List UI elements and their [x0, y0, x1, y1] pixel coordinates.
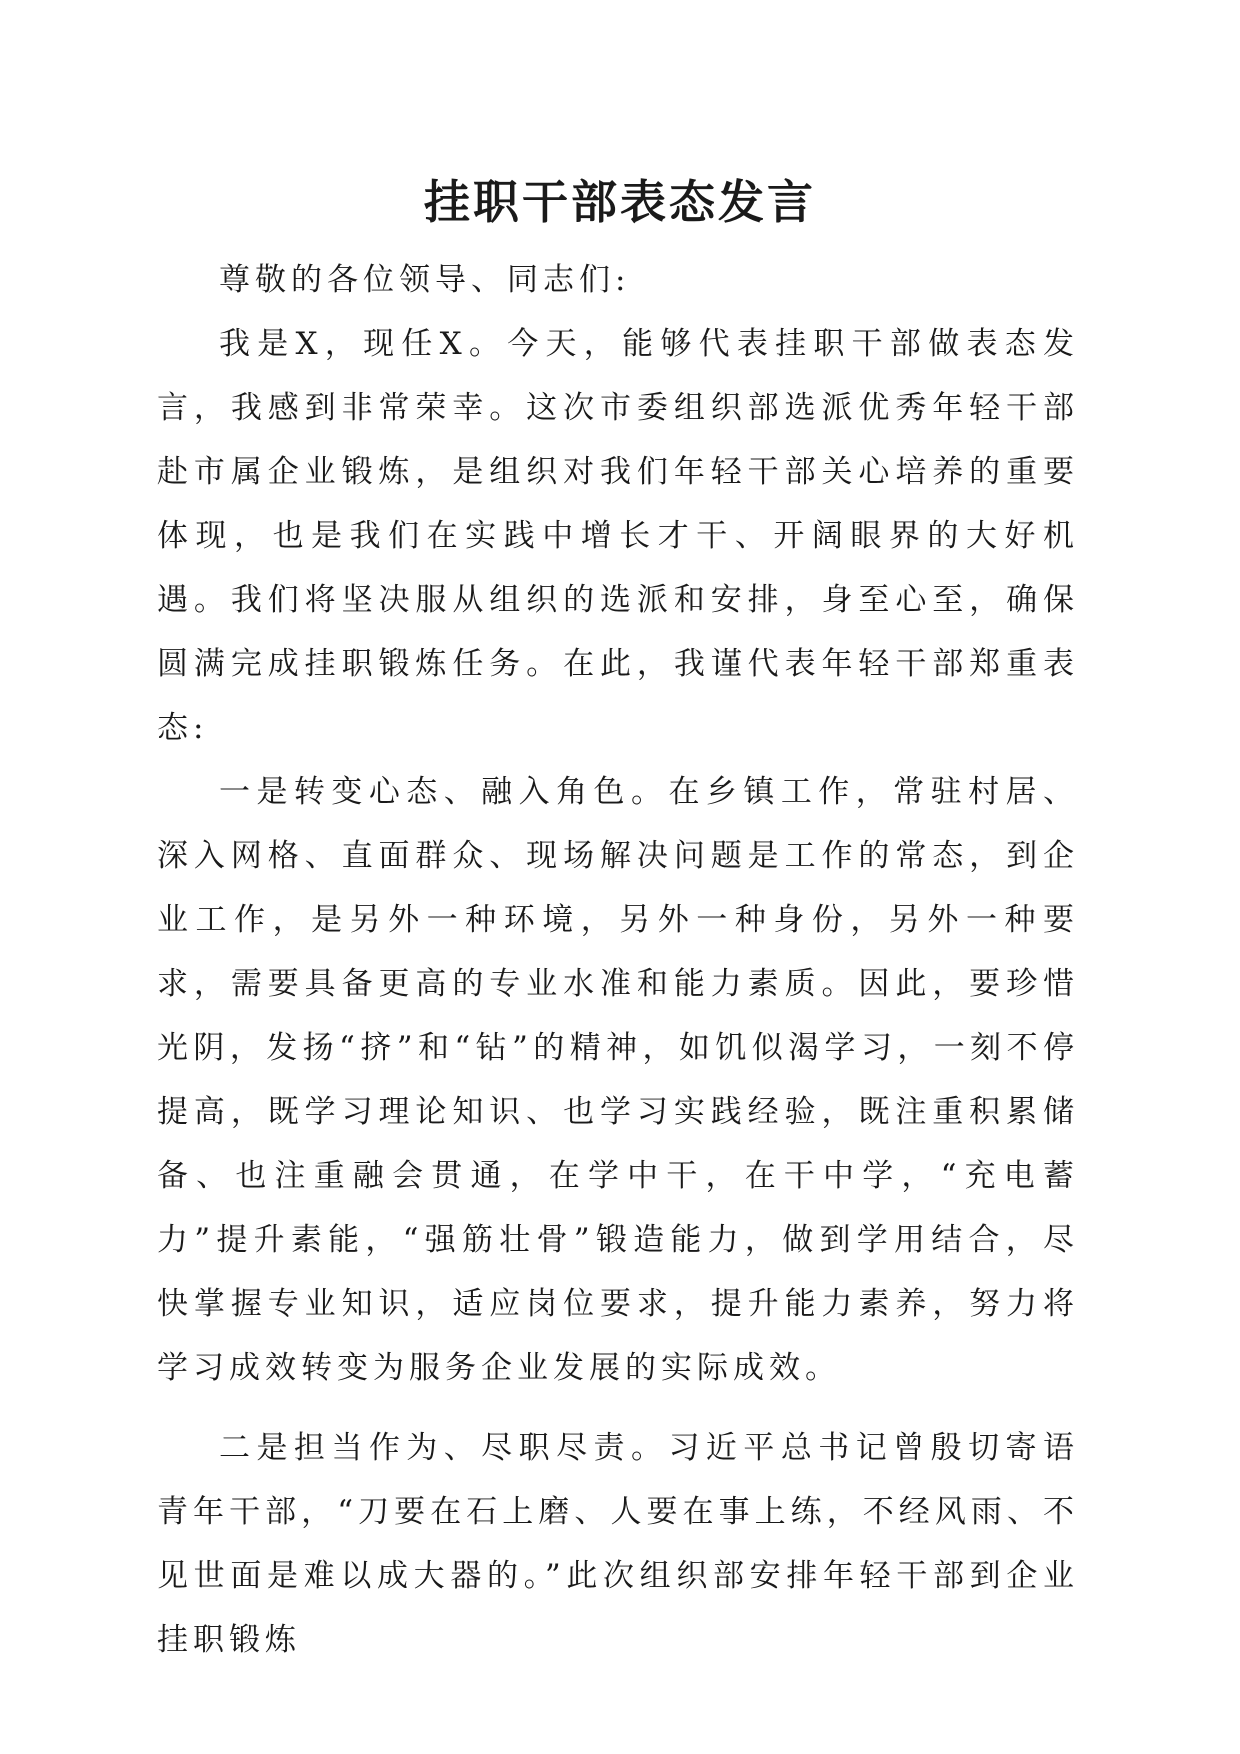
- document-title: 挂职干部表态发言: [424, 175, 816, 229]
- point-two-paragraph: 二是担当作为、尽职尽责。习近平总书记曾殷切寄语青年干部，“刀要在石上磨、人要在事上练，不经风雨、不见世面是难以成大器的。”此次组织部安排年轻干部到企业挂职锻炼: [157, 1430, 1079, 1658]
- point-one-paragraph: 一是转变心态、融入角色。在乡镇工作，常驻村居、深入网格、直面群众、现场解决问题是工作的常态，到企业工作，是另外一种环境，另外一种身份，另外一种要求，需要具备更高的专业水准和能力素质。因此，要珍惜光阴，发扬“挤”和“钻”的精神，如饥似渴学习，一刻不停提高，既学习理论知识、也学习实践经验，既注重积累储备、也注重融会贯通，在学中干，在干中学，“充电蓄力”提升素能，“强筋壮骨”锻造能力，做到学用结合，尽快掌握专业知识，适应岗位要求，提升能力素养，努力将学习成效转变为服务企业发展的实际成效。: [157, 774, 1079, 1386]
- greeting-paragraph: 尊敬的各位领导、同志们:: [219, 262, 631, 298]
- document-body: [157, 248, 1079, 1672]
- intro-paragraph: 我是X，现任X。今天，能够代表挂职干部做表态发言，我感到非常荣幸。这次市委组织部选派优秀年轻干部赴市属企业锻炼，是组织对我们年轻干部关心培养的重要体现，也是我们在实践中增长才干、开阔眼界的大好机遇。我们将坚决服从组织的选派和安排，身至心至，确保圆满完成挂职锻炼任务。在此，我谨代表年轻干部郑重表态:: [157, 326, 1079, 746]
